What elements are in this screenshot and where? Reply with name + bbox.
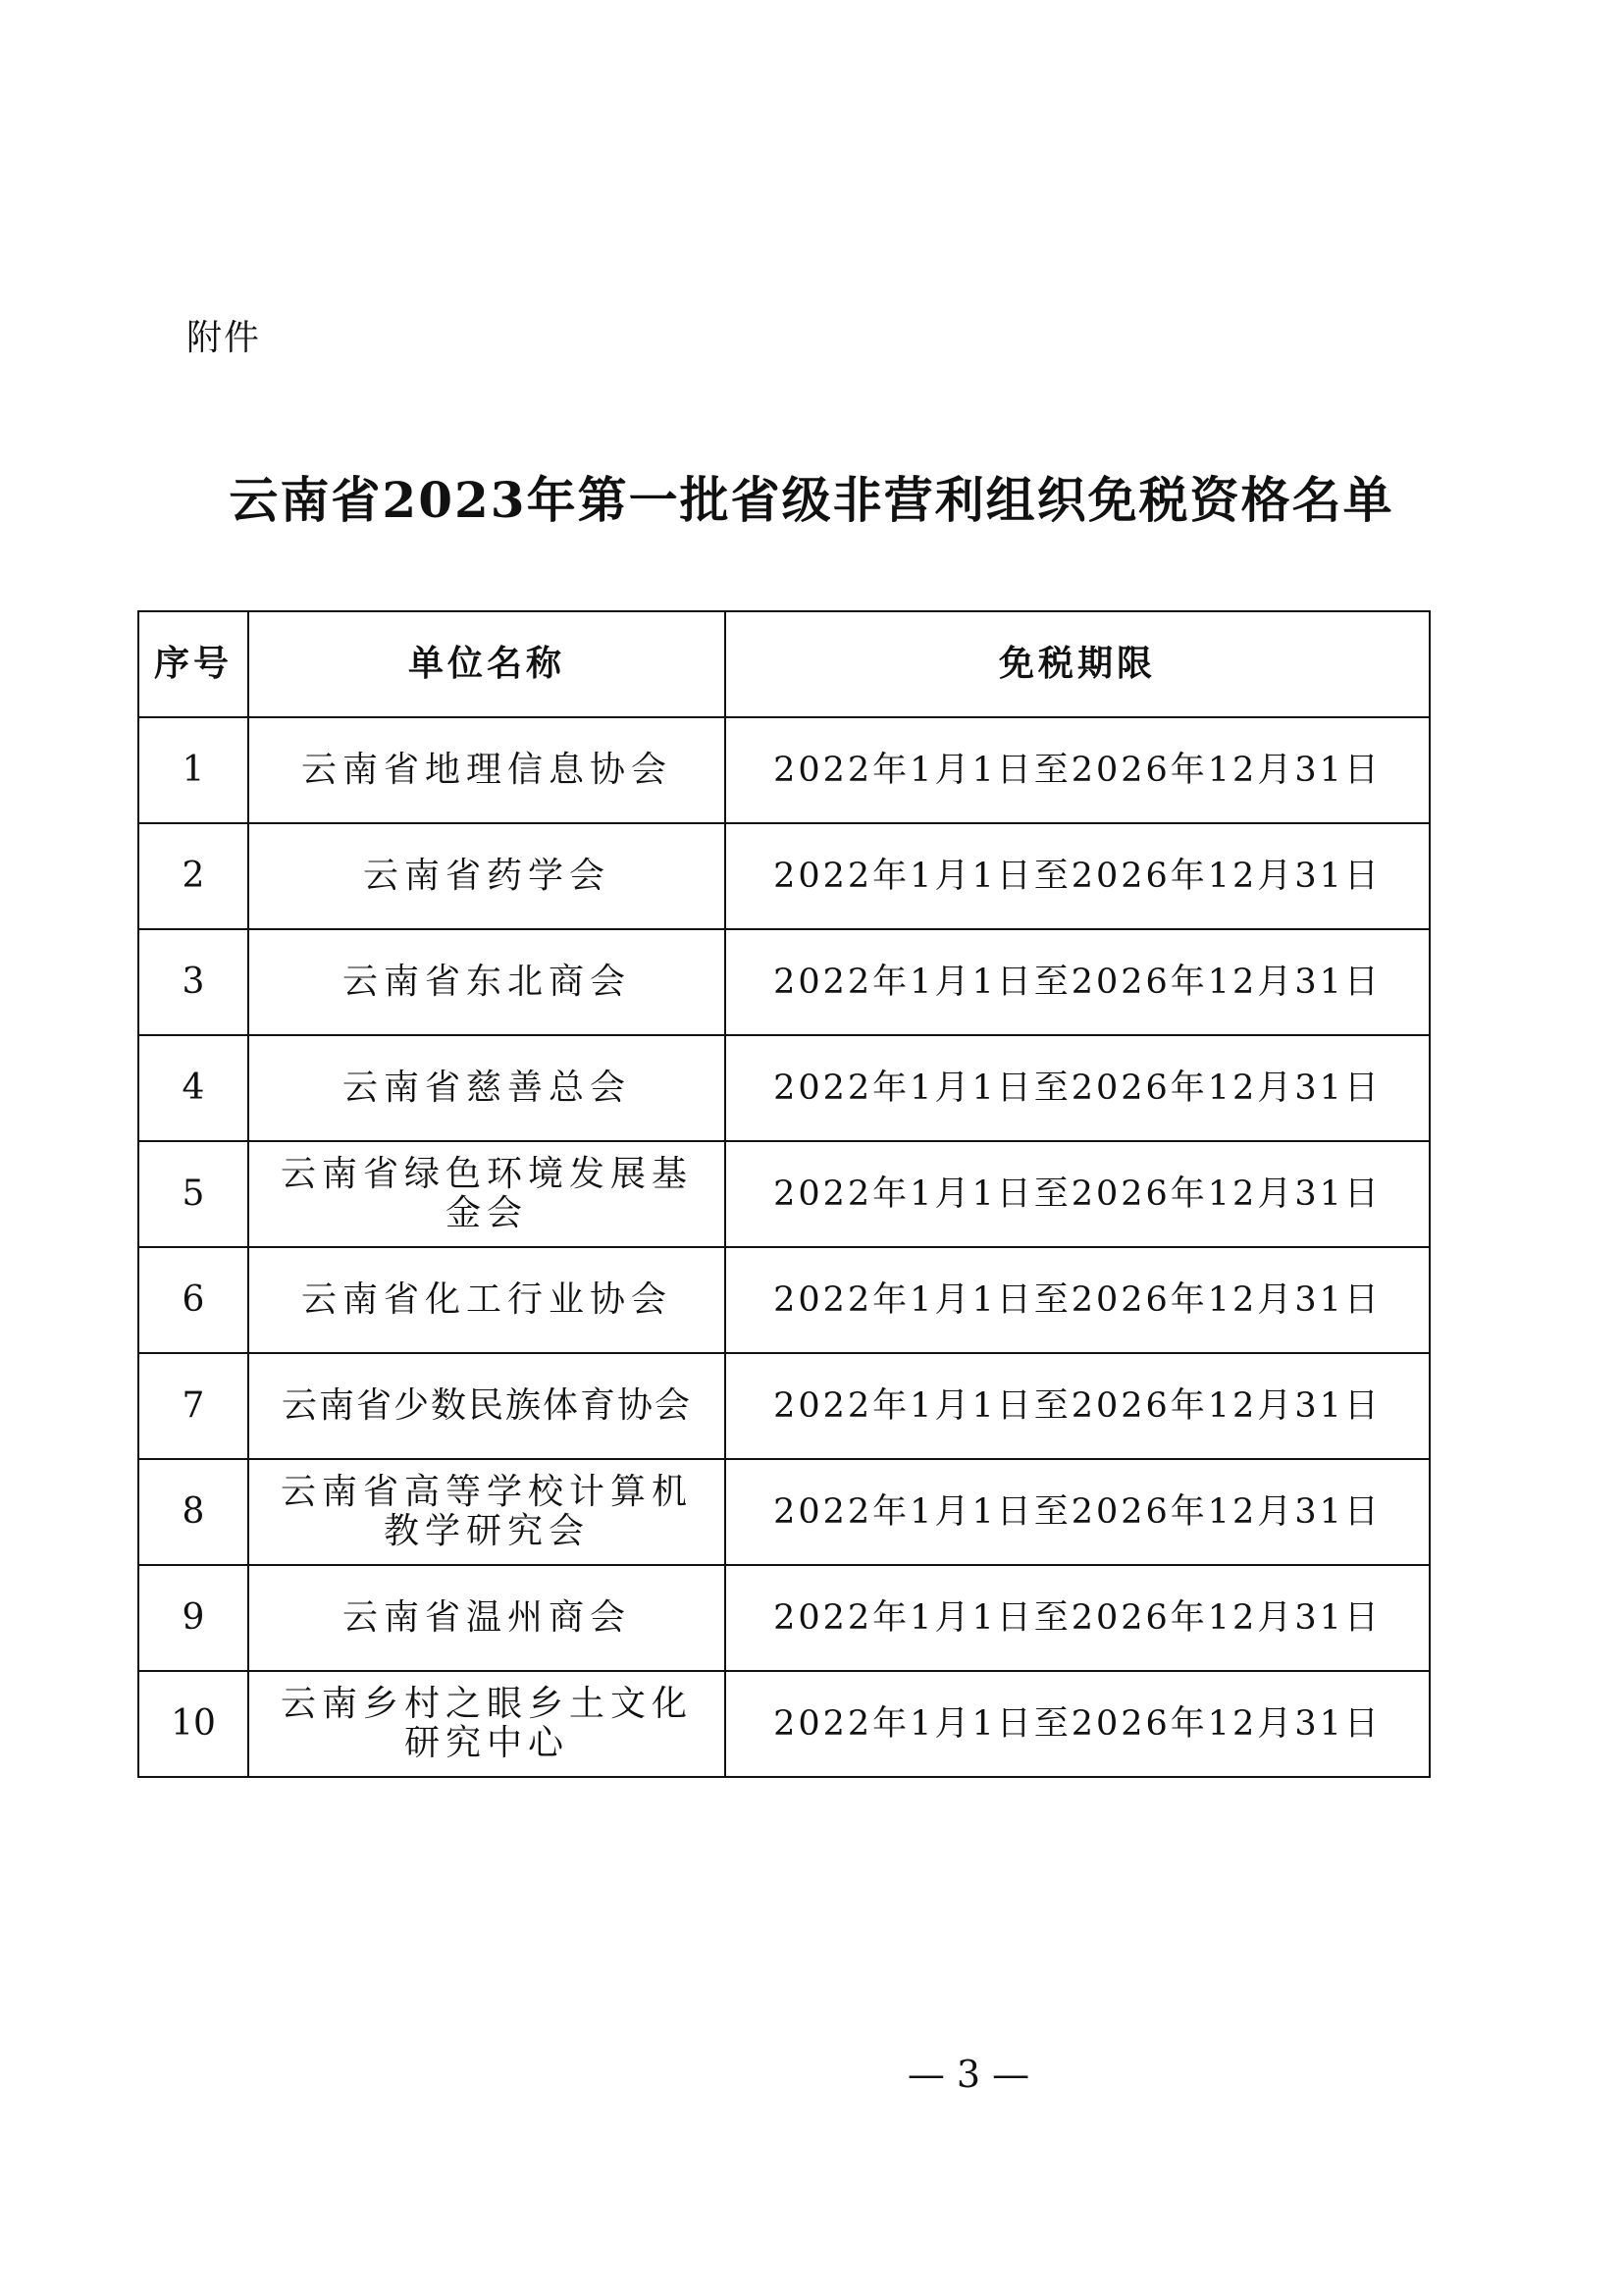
row-organization-name: [248, 823, 725, 929]
table-header-row: [138, 611, 1430, 717]
organization-name-text: 云南省地理信息协会: [300, 750, 672, 790]
table-row: [138, 1459, 1430, 1565]
row-exemption-period: 2022年1月1日至2026年12月31日: [725, 1247, 1430, 1353]
row-exemption-period: 2022年1月1日至2026年12月31日: [725, 1035, 1430, 1141]
row-exemption-period: 2022年1月1日至2026年12月31日: [725, 1459, 1430, 1565]
row-serial-number: 6: [138, 1247, 248, 1353]
table-row: [138, 717, 1430, 823]
row-serial-number: 10: [138, 1671, 248, 1777]
row-organization-name: [248, 1247, 725, 1353]
row-exemption-period: 2022年1月1日至2026年12月31日: [725, 929, 1430, 1035]
row-exemption-period: 2022年1月1日至2026年12月31日: [725, 1141, 1430, 1247]
row-organization-name: [248, 1565, 725, 1671]
organization-name-text: 云南省药学会: [362, 856, 610, 896]
table-row: [138, 1353, 1430, 1459]
row-serial-number: 8: [138, 1459, 248, 1565]
row-organization-name: [248, 1353, 725, 1459]
row-organization-name: [248, 1671, 725, 1777]
row-organization-name: [248, 717, 725, 823]
row-exemption-period: 2022年1月1日至2026年12月31日: [725, 1565, 1430, 1671]
organization-name-text: 云南省绿色环境发展基金会: [280, 1154, 693, 1233]
row-exemption-period: 2022年1月1日至2026年12月31日: [725, 1671, 1430, 1777]
row-serial-number: 4: [138, 1035, 248, 1141]
row-exemption-period: 2022年1月1日至2026年12月31日: [725, 823, 1430, 929]
table-row: [138, 823, 1430, 929]
table-row: [138, 1035, 1430, 1141]
table-row: [138, 1141, 1430, 1247]
table-row: [138, 1565, 1430, 1671]
row-organization-name: [248, 1459, 725, 1565]
row-serial-number: 7: [138, 1353, 248, 1459]
organization-name-text: 云南省东北商会: [341, 962, 631, 1002]
organization-name-text: 云南省化工行业协会: [300, 1279, 672, 1320]
row-serial-number: 9: [138, 1565, 248, 1671]
row-organization-name: [248, 929, 725, 1035]
document-title: 云南省2023年第一批省级非营利组织免税资格名单: [229, 471, 1394, 529]
header-organization-name: 单位名称: [248, 611, 725, 717]
header-exemption-period: 免税期限: [725, 611, 1430, 717]
table-row: [138, 929, 1430, 1035]
row-serial-number: 3: [138, 929, 248, 1035]
row-organization-name: [248, 1141, 725, 1247]
header-serial-number: 序号: [138, 611, 248, 717]
attachment-label: 附件: [186, 318, 262, 358]
table-row: [138, 1671, 1430, 1777]
organization-name-text: 云南省慈善总会: [341, 1068, 631, 1108]
organization-name-text: 云南省温州商会: [341, 1597, 631, 1638]
row-serial-number: 1: [138, 717, 248, 823]
table-row: [138, 1247, 1430, 1353]
row-exemption-period: 2022年1月1日至2026年12月31日: [725, 1353, 1430, 1459]
row-serial-number: 5: [138, 1141, 248, 1247]
page-number: — 3 —: [907, 2053, 1030, 2096]
row-organization-name: [248, 1035, 725, 1141]
organization-name-text: 云南省高等学校计算机教学研究会: [280, 1472, 693, 1551]
exemption-list-table: [137, 610, 1431, 1778]
organization-name-text: 云南乡村之眼乡土文化研究中心: [280, 1684, 693, 1763]
row-exemption-period: 2022年1月1日至2026年12月31日: [725, 717, 1430, 823]
row-serial-number: 2: [138, 823, 248, 929]
organization-name-text: 云南省少数民族体育协会: [281, 1385, 692, 1426]
